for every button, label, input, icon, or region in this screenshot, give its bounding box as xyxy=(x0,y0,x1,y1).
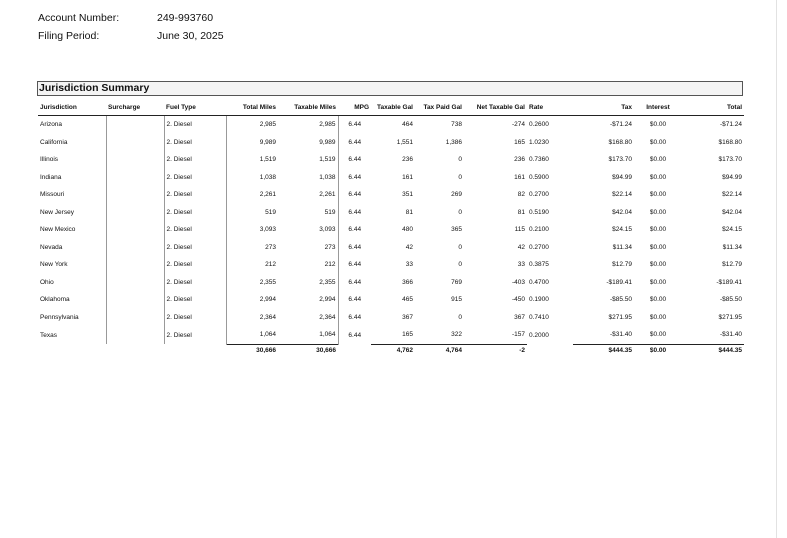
total-tax-paid-gal: 4,764 xyxy=(415,344,464,357)
cell-taxable-miles: 1,064 xyxy=(319,331,336,339)
cell-surcharge xyxy=(106,326,164,344)
cell-fuel-type: 2. Diesel xyxy=(164,204,226,222)
cell-interest: $0.00 xyxy=(649,121,667,129)
cell-fuel-type: 2. Diesel xyxy=(164,116,226,134)
cell-total-miles: 1,064 xyxy=(226,326,278,344)
cell-interest: $0.00 xyxy=(649,296,667,304)
cell-taxable-miles: 1,519 xyxy=(319,156,336,164)
cell-taxable-gal: 367 xyxy=(402,313,413,321)
cell-tax-paid-gal: 915 xyxy=(451,296,462,304)
cell-taxable-miles: 1,038 xyxy=(319,173,336,181)
cell-interest: $0.00 xyxy=(649,331,667,339)
col-header-total: Total xyxy=(682,99,744,116)
cell-jurisdiction: New Mexico xyxy=(40,226,76,234)
cell-surcharge xyxy=(106,291,164,309)
cell-tax: -$31.40 xyxy=(609,331,632,339)
cell-mpg: 6.44 xyxy=(338,239,371,257)
col-header-net-taxable-gal: Net Taxable Gal xyxy=(464,99,527,116)
cell-fuel-type: 2. Diesel xyxy=(164,186,226,204)
section-title: Jurisdiction Summary xyxy=(37,81,743,96)
cell-taxable-gal: 480 xyxy=(402,226,413,234)
cell-surcharge xyxy=(106,134,164,152)
cell-net-taxable-gal: 165 xyxy=(514,138,525,146)
cell-jurisdiction: Nevada xyxy=(40,243,63,251)
cell-total: $11.34 xyxy=(722,243,742,251)
cell-fuel-type: 2. Diesel xyxy=(164,274,226,292)
cell-taxable-miles: 2,985 xyxy=(319,121,336,129)
cell-rate: 1.0230 xyxy=(529,138,549,146)
cell-jurisdiction: Arizona xyxy=(40,121,63,129)
cell-tax: $24.15 xyxy=(612,226,632,234)
cell-interest: $0.00 xyxy=(649,313,667,321)
cell-tax: -$189.41 xyxy=(606,278,632,286)
cell-net-taxable-gal: 81 xyxy=(517,208,525,216)
jurisdiction-summary-table xyxy=(38,99,744,357)
cell-taxable-miles: 3,093 xyxy=(319,226,336,234)
table-row xyxy=(38,204,744,222)
cell-fuel-type: 2. Diesel xyxy=(164,256,226,274)
cell-taxable-gal: 465 xyxy=(402,296,413,304)
cell-mpg: 6.44 xyxy=(338,151,371,169)
total-interest: $0.00 xyxy=(634,344,682,357)
cell-tax: $94.99 xyxy=(612,173,632,181)
cell-mpg: 6.44 xyxy=(338,291,371,309)
cell-mpg: 6.44 xyxy=(338,221,371,239)
cell-tax-paid-gal: 0 xyxy=(458,173,462,181)
cell-rate: 0.2000 xyxy=(529,331,549,339)
cell-tax-paid-gal: 0 xyxy=(458,156,462,164)
cell-mpg: 6.44 xyxy=(338,326,371,344)
cell-taxable-gal: 165 xyxy=(402,331,413,339)
cell-surcharge xyxy=(106,186,164,204)
cell-tax-paid-gal: 1,386 xyxy=(445,138,462,146)
cell-tax-paid-gal: 0 xyxy=(458,208,462,216)
cell-taxable-miles: 212 xyxy=(324,261,336,269)
cell-surcharge xyxy=(106,204,164,222)
cell-fuel-type: 2. Diesel xyxy=(164,326,226,344)
cell-total-miles: 1,519 xyxy=(226,151,278,169)
cell-fuel-type: 2. Diesel xyxy=(164,239,226,257)
col-header-tax-paid-gal: Tax Paid Gal xyxy=(415,99,464,116)
cell-taxable-miles: 2,261 xyxy=(319,191,336,199)
cell-mpg: 6.44 xyxy=(338,134,371,152)
cell-taxable-gal: 464 xyxy=(402,121,413,129)
table-row xyxy=(38,134,744,152)
cell-jurisdiction: New York xyxy=(40,261,68,269)
cell-mpg: 6.44 xyxy=(338,186,371,204)
cell-total: -$31.40 xyxy=(719,331,742,339)
cell-surcharge xyxy=(106,151,164,169)
table-row xyxy=(38,151,744,169)
cell-rate: 0.2700 xyxy=(529,243,549,251)
account-number-label: Account Number: xyxy=(38,12,120,24)
cell-net-taxable-gal: 115 xyxy=(514,226,525,234)
cell-net-taxable-gal: 367 xyxy=(514,313,525,321)
col-header-total-miles: Total Miles xyxy=(226,99,278,116)
cell-interest: $0.00 xyxy=(649,208,667,216)
col-header-jurisdiction: Jurisdiction xyxy=(38,99,106,116)
cell-net-taxable-gal: -274 xyxy=(511,121,525,129)
cell-mpg: 6.44 xyxy=(338,274,371,292)
cell-total-miles: 212 xyxy=(226,256,278,274)
filing-period-label: Filing Period: xyxy=(38,30,100,42)
cell-rate: 0.7410 xyxy=(529,313,549,321)
cell-total-miles: 9,989 xyxy=(226,134,278,152)
cell-tax-paid-gal: 365 xyxy=(451,226,462,234)
cell-total-miles: 2,994 xyxy=(226,291,278,309)
cell-interest: $0.00 xyxy=(649,156,667,164)
cell-taxable-miles: 2,355 xyxy=(319,278,336,286)
table-row xyxy=(38,326,744,344)
cell-surcharge xyxy=(106,239,164,257)
cell-surcharge xyxy=(106,274,164,292)
cell-tax: $42.04 xyxy=(612,208,632,216)
total-tax: $444.35 xyxy=(573,344,634,357)
cell-fuel-type: 2. Diesel xyxy=(164,134,226,152)
cell-total: -$85.50 xyxy=(719,296,742,304)
total-total: $444.35 xyxy=(682,344,744,357)
cell-rate: 0.2700 xyxy=(529,191,549,199)
col-header-tax: Tax xyxy=(573,99,634,116)
cell-mpg: 6.44 xyxy=(338,169,371,187)
cell-total-miles: 273 xyxy=(226,239,278,257)
cell-tax: $12.79 xyxy=(612,261,632,269)
cell-tax: $173.70 xyxy=(608,156,632,164)
cell-total: $271.95 xyxy=(718,313,742,321)
cell-surcharge xyxy=(106,221,164,239)
cell-total: $168.80 xyxy=(718,138,742,146)
cell-mpg: 6.44 xyxy=(338,116,371,134)
cell-net-taxable-gal: 161 xyxy=(514,173,525,181)
table-row xyxy=(38,256,744,274)
cell-taxable-gal: 161 xyxy=(402,173,413,181)
cell-jurisdiction: New Jersey xyxy=(40,208,74,216)
cell-total: $94.99 xyxy=(722,173,742,181)
cell-jurisdiction: Indiana xyxy=(40,173,62,181)
cell-mpg: 6.44 xyxy=(338,256,371,274)
cell-net-taxable-gal: 42 xyxy=(517,243,525,251)
cell-surcharge xyxy=(106,256,164,274)
cell-rate: 0.3875 xyxy=(529,261,549,269)
cell-total-miles: 519 xyxy=(226,204,278,222)
cell-taxable-gal: 1,551 xyxy=(396,138,413,146)
table-row xyxy=(38,169,744,187)
cell-tax-paid-gal: 769 xyxy=(451,278,462,286)
cell-rate: 0.4700 xyxy=(529,278,549,286)
cell-jurisdiction: Pennsylvania xyxy=(40,313,79,321)
cell-taxable-miles: 9,989 xyxy=(319,138,336,146)
cell-tax-paid-gal: 738 xyxy=(451,121,462,129)
cell-total: $12.79 xyxy=(722,261,742,269)
cell-net-taxable-gal: -157 xyxy=(511,331,525,339)
cell-rate: 0.1900 xyxy=(529,296,549,304)
table-header-row xyxy=(38,99,744,116)
table-row xyxy=(38,239,744,257)
cell-fuel-type: 2. Diesel xyxy=(164,151,226,169)
cell-tax-paid-gal: 0 xyxy=(458,243,462,251)
cell-rate: 0.5190 xyxy=(529,208,549,216)
cell-interest: $0.00 xyxy=(649,138,667,146)
cell-tax: -$85.50 xyxy=(609,296,632,304)
page-edge-line xyxy=(776,0,777,538)
table-row xyxy=(38,186,744,204)
cell-total: $42.04 xyxy=(722,208,742,216)
cell-tax: $22.14 xyxy=(612,191,632,199)
cell-total-miles: 2,364 xyxy=(226,309,278,327)
total-net-taxable-gal: -2 xyxy=(464,344,527,357)
cell-total-miles: 2,261 xyxy=(226,186,278,204)
cell-total-miles: 3,093 xyxy=(226,221,278,239)
cell-jurisdiction: Ohio xyxy=(40,278,54,286)
cell-taxable-miles: 273 xyxy=(324,243,336,251)
cell-mpg: 6.44 xyxy=(338,309,371,327)
cell-net-taxable-gal: 82 xyxy=(517,191,525,199)
cell-jurisdiction: Missouri xyxy=(40,191,65,199)
cell-mpg: 6.44 xyxy=(338,204,371,222)
col-header-taxable-miles: Taxable Miles xyxy=(278,99,338,116)
cell-jurisdiction: California xyxy=(40,138,68,146)
col-header-taxable-gal: Taxable Gal xyxy=(371,99,415,116)
cell-total-miles: 2,355 xyxy=(226,274,278,292)
cell-taxable-miles: 2,364 xyxy=(319,313,336,321)
cell-tax-paid-gal: 269 xyxy=(451,191,462,199)
filing-period-value: June 30, 2025 xyxy=(157,30,224,42)
cell-jurisdiction: Illinois xyxy=(40,156,59,164)
cell-taxable-gal: 81 xyxy=(405,208,413,216)
cell-surcharge xyxy=(106,169,164,187)
col-header-mpg: MPG xyxy=(338,99,371,116)
total-total-miles: 30,666 xyxy=(226,344,278,357)
cell-jurisdiction: Texas xyxy=(40,331,57,339)
cell-interest: $0.00 xyxy=(649,278,667,286)
cell-net-taxable-gal: -450 xyxy=(511,296,525,304)
cell-interest: $0.00 xyxy=(649,226,667,234)
cell-fuel-type: 2. Diesel xyxy=(164,221,226,239)
cell-fuel-type: 2. Diesel xyxy=(164,309,226,327)
table-row xyxy=(38,221,744,239)
table-row xyxy=(38,309,744,327)
cell-net-taxable-gal: 33 xyxy=(517,261,525,269)
cell-rate: 0.2600 xyxy=(529,121,549,129)
total-taxable-miles: 30,666 xyxy=(278,344,338,357)
cell-tax: $271.95 xyxy=(608,313,632,321)
cell-interest: $0.00 xyxy=(649,261,667,269)
cell-taxable-gal: 42 xyxy=(405,243,413,251)
cell-interest: $0.00 xyxy=(649,243,667,251)
table-row xyxy=(38,116,744,134)
cell-tax: $168.80 xyxy=(608,138,632,146)
cell-total: $22.14 xyxy=(722,191,742,199)
col-header-rate: Rate xyxy=(527,99,573,116)
cell-total-miles: 2,985 xyxy=(226,116,278,134)
cell-tax: -$71.24 xyxy=(609,121,632,129)
cell-interest: $0.00 xyxy=(649,173,667,181)
cell-taxable-gal: 236 xyxy=(402,156,413,164)
cell-rate: 0.5900 xyxy=(529,173,549,181)
cell-net-taxable-gal: -403 xyxy=(511,278,525,286)
cell-tax-paid-gal: 322 xyxy=(451,331,462,339)
totals-row xyxy=(38,344,744,357)
cell-rate: 0.2100 xyxy=(529,226,549,234)
cell-tax-paid-gal: 0 xyxy=(458,313,462,321)
cell-fuel-type: 2. Diesel xyxy=(164,291,226,309)
cell-taxable-miles: 2,994 xyxy=(319,296,336,304)
cell-total: $173.70 xyxy=(718,156,742,164)
col-header-interest: Interest xyxy=(634,99,682,116)
table-row xyxy=(38,274,744,292)
cell-surcharge xyxy=(106,309,164,327)
cell-net-taxable-gal: 236 xyxy=(514,156,525,164)
cell-rate: 0.7360 xyxy=(529,156,549,164)
cell-total: -$189.41 xyxy=(716,278,742,286)
cell-tax: $11.34 xyxy=(612,243,632,251)
account-number-value: 249-993760 xyxy=(157,12,214,24)
col-header-surcharge: Surcharge xyxy=(106,99,164,116)
cell-surcharge xyxy=(106,116,164,134)
cell-fuel-type: 2. Diesel xyxy=(164,169,226,187)
cell-jurisdiction: Oklahoma xyxy=(40,296,70,304)
cell-total-miles: 1,038 xyxy=(226,169,278,187)
total-taxable-gal: 4,762 xyxy=(371,344,415,357)
table-row xyxy=(38,291,744,309)
cell-total: $24.15 xyxy=(722,226,742,234)
cell-interest: $0.00 xyxy=(649,191,667,199)
cell-taxable-miles: 519 xyxy=(324,208,336,216)
cell-taxable-gal: 351 xyxy=(402,191,413,199)
cell-taxable-gal: 366 xyxy=(402,278,413,286)
col-header-fuel-type: Fuel Type xyxy=(164,99,226,116)
cell-total: -$71.24 xyxy=(719,121,742,129)
cell-tax-paid-gal: 0 xyxy=(458,261,462,269)
cell-taxable-gal: 33 xyxy=(405,261,413,269)
